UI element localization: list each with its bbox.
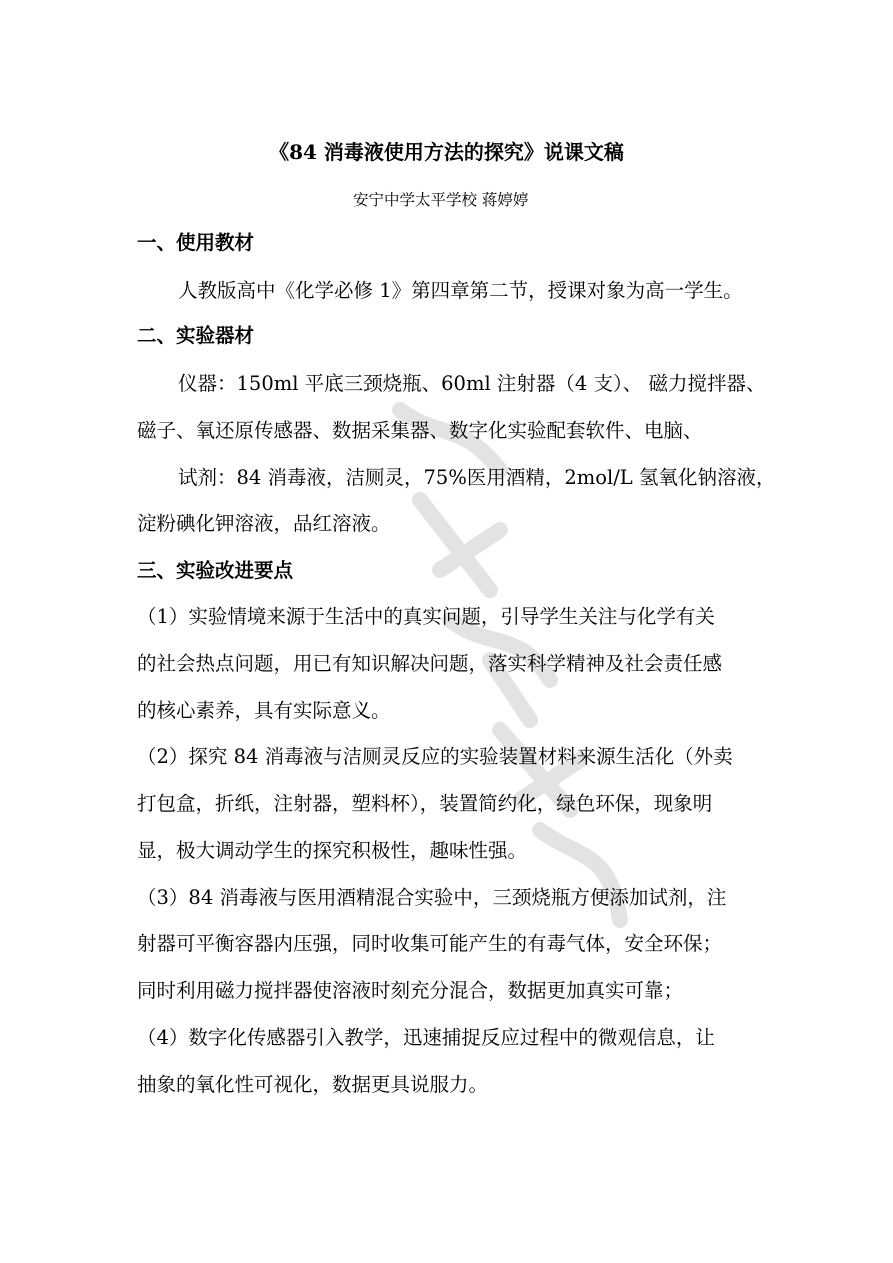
paragraph-line: 显，极大调动学生的探究积极性，趣味性强。 xyxy=(137,839,528,862)
paragraph-line: （3）84 消毒液与医用酒精混合实验中，三颈烧瓶方便添加试剂，注 xyxy=(137,886,727,909)
section-heading-materials: 一、使用教材 xyxy=(137,231,255,254)
document-author: 安宁中学太平学校 蒋婷婷 xyxy=(353,191,529,209)
section-heading-improvements: 三、实验改进要点 xyxy=(137,559,294,582)
paragraph-line: 淀粉碘化钾溶液，品红溶液。 xyxy=(137,512,391,535)
paragraph-line: （1）实验情境来源于生活中的真实问题，引导学生关注与化学有关 xyxy=(137,605,715,628)
paragraph-line: 同时利用磁力搅拌器使溶液时刻充分混合，数据更加真实可靠； xyxy=(137,979,684,1002)
paragraph-line: （2）探究 84 消毒液与洁厕灵反应的实验装置材料来源生活化（外卖 xyxy=(137,745,733,768)
paragraph-line: 人教版高中《化学必修 1》第四章第二节，授课对象为高一学生。 xyxy=(178,279,743,302)
paragraph-line: 打包盒，折纸，注射器，塑料杯），装置简约化，绿色环保，现象明 xyxy=(137,792,713,815)
paragraph-line: 仪器：150ml 平底三颈烧瓶、60ml 注射器（4 支）、 磁力搅拌器、 xyxy=(178,372,766,395)
paragraph-line: 抽象的氧化性可视化，数据更具说服力。 xyxy=(137,1073,489,1096)
paragraph-line: 试剂：84 消毒液，洁厕灵，75%医用酒精，2mol/L 氢氧化钠溶液， xyxy=(178,466,776,489)
paragraph-line: （4）数字化传感器引入教学，迅速捕捉反应过程中的微观信息，让 xyxy=(137,1026,715,1049)
paragraph-line: 磁子、氧还原传感器、数据采集器、数字化实验配套软件、电脑、 xyxy=(137,419,703,442)
section-heading-equipment: 二、实验器材 xyxy=(137,324,255,347)
paragraph-line: 的核心素养，具有实际意义。 xyxy=(137,699,391,722)
paragraph-line: 的社会热点问题，用已有知识解决问题，落实科学精神及社会责任感 xyxy=(137,652,723,675)
paragraph-line: 射器可平衡容器内压强，同时收集可能产生的有毒气体，安全环保； xyxy=(137,932,723,955)
document-title: 《84 消毒液使用方法的探究》说课文稿 xyxy=(269,140,624,164)
